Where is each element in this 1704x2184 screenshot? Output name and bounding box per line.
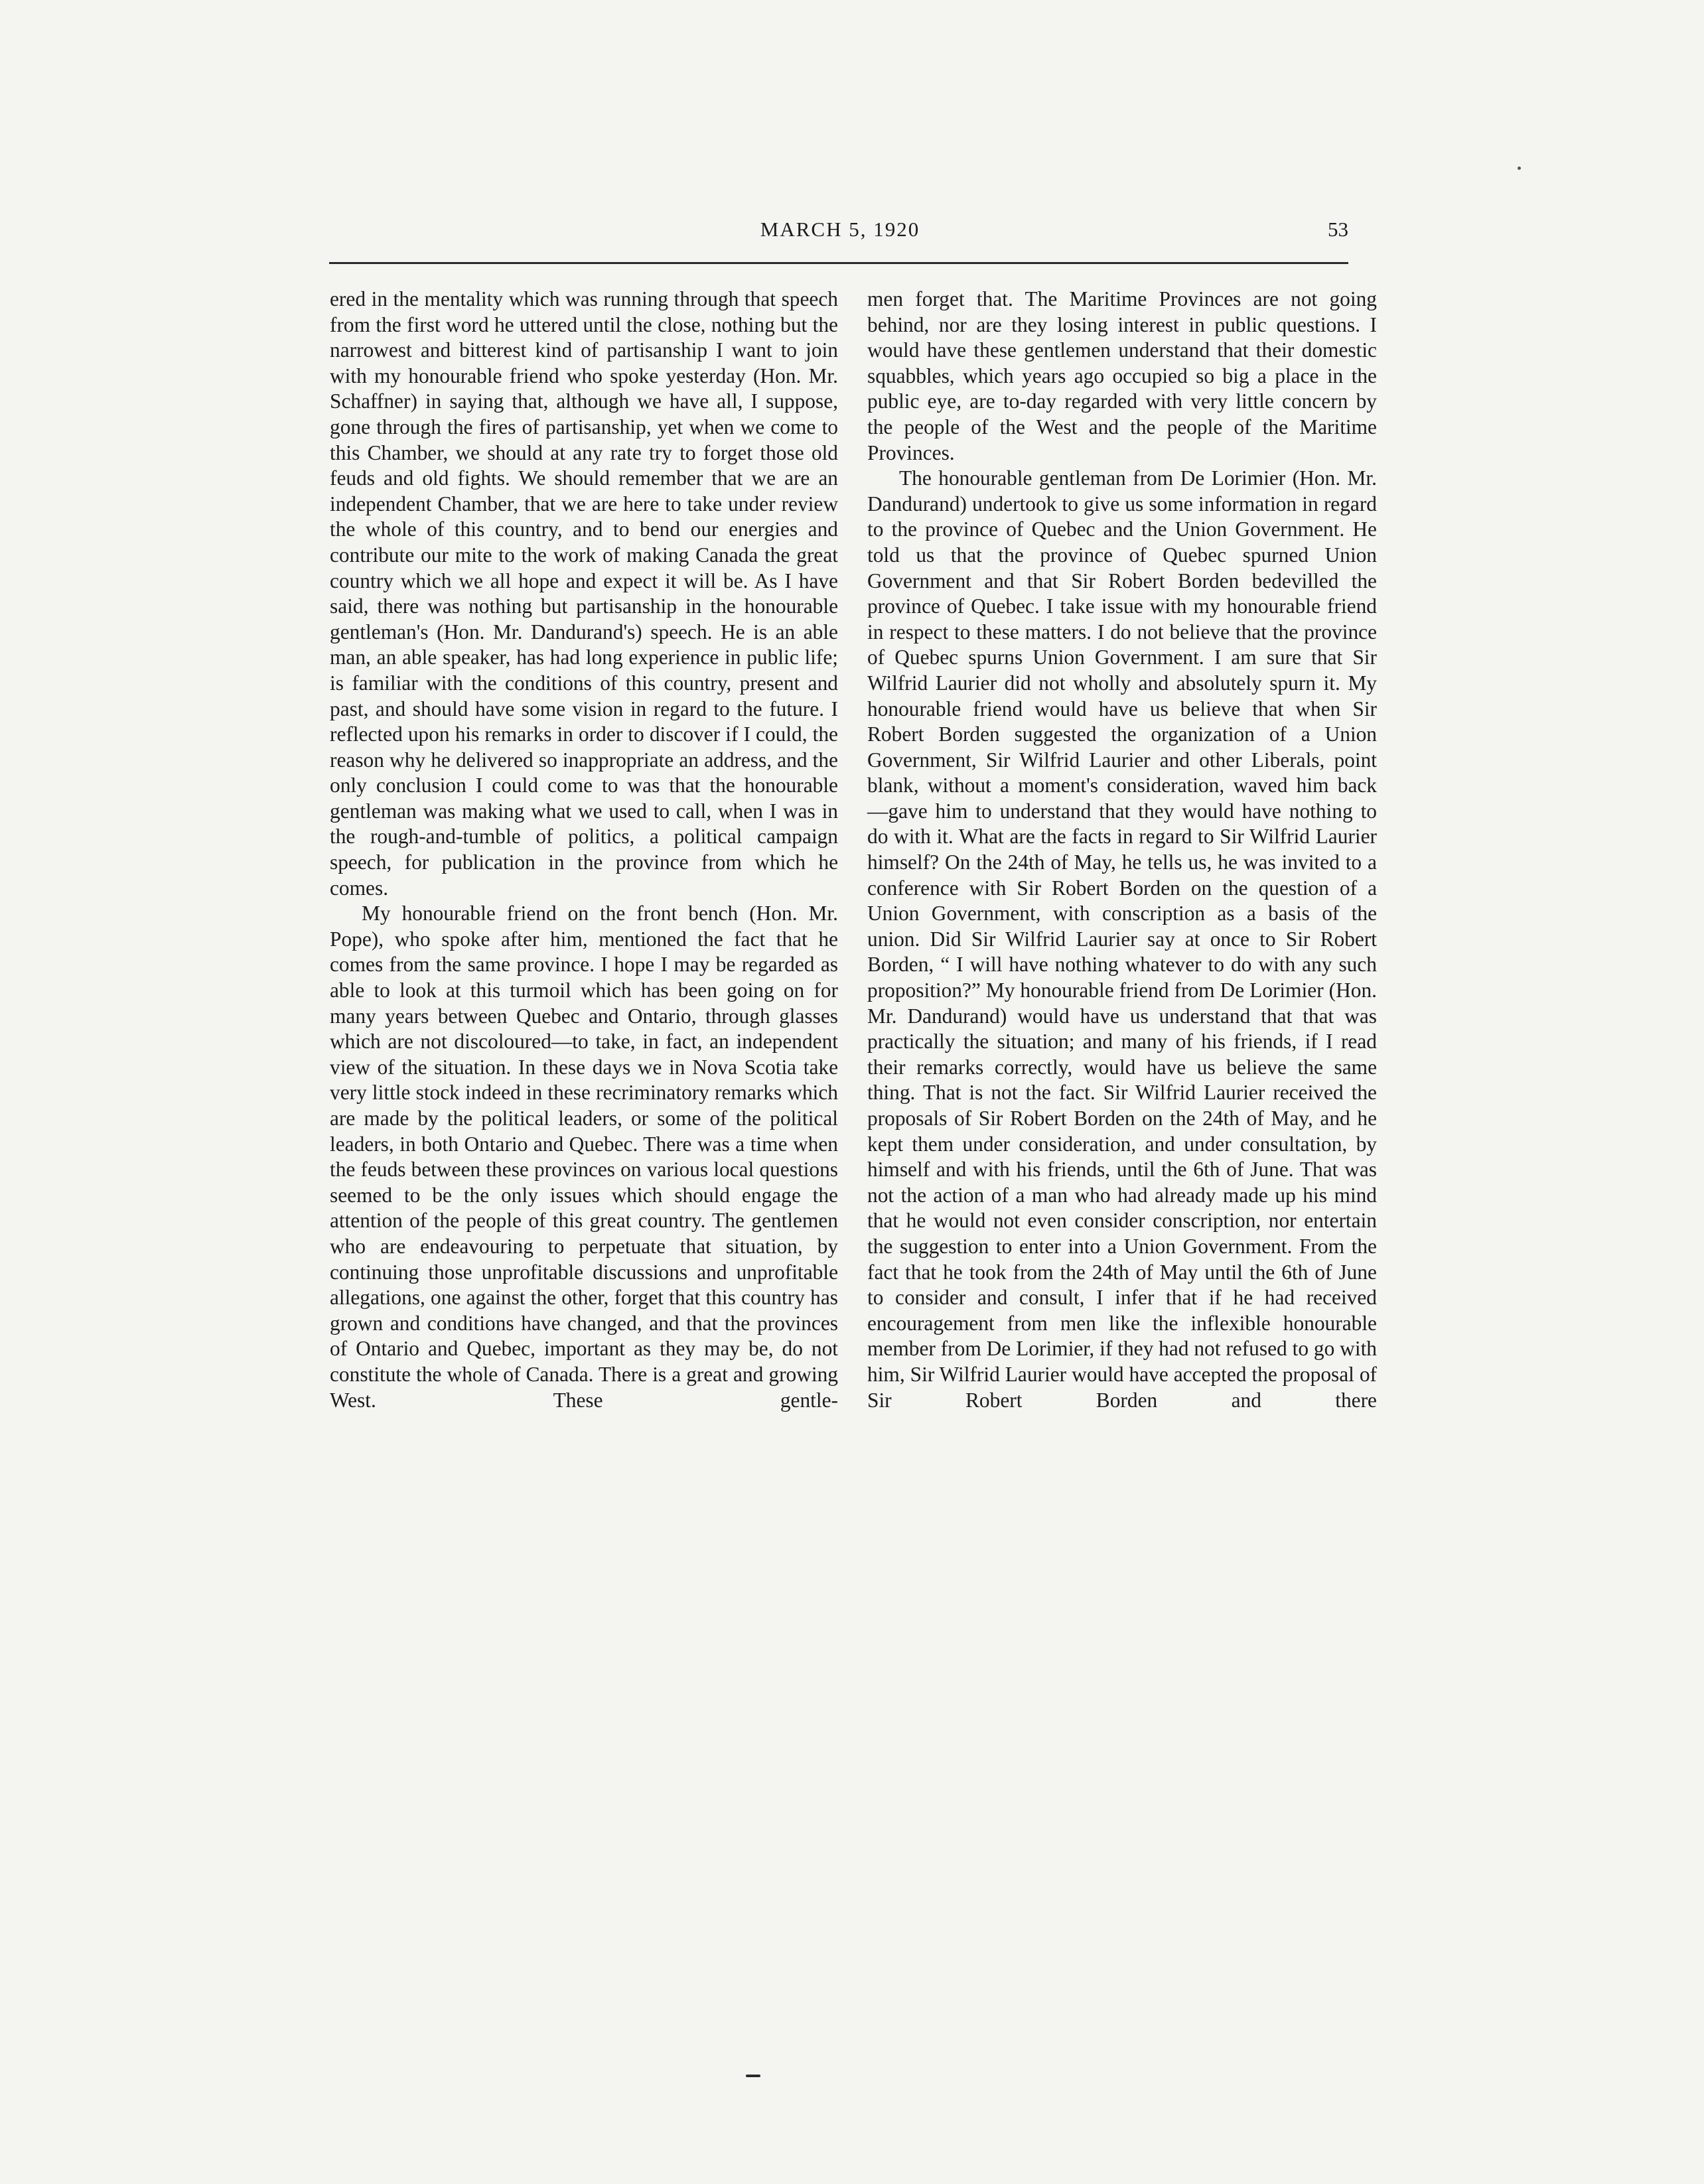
footer-mark	[746, 2075, 760, 2077]
running-head: MARCH 5, 1920	[760, 218, 920, 241]
right-paragraph-2: The honourable gentleman from De Lorimier (Hon. Mr. Dandurand) undertook to give us some information in regard to the province of Quebec and the Union Government. He told us that the province of Quebec spurned Union Government and that Sir Robert Borden bedevilled the province of Quebec. I take issue with my honourable friend in respect to these matters. I do not believe that the province of Quebec spurns Union Government. I am sure that Sir Wilfrid Laurier did not wholly and absolutely spurn it. My honourable friend would have us believe that when Sir Robert Borden suggested the organization of a Union Government, Sir Wilfrid Laurier and other Liberals, point blank, without a moment's consideration, waved him back —gave him to understand that they would have nothing to do with it. What are the facts in regard to Sir Wilfrid Laurier himself? On the 24th of May, he tells us, he was invited to a conference with Sir Robert Borden on the question of a Union Government, with conscription as a basis of the union. Did Sir Wilfrid Laurier say at once to Sir Robert Borden, “ I will have nothing whatever to do with any such proposition?” My honourable friend from De Lorimier (Hon. Mr. Dandurand) would have us understand that that was practically the situation; and many of his friends, if I read their remarks correctly, would have us believe the same thing. That is not the fact. Sir Wilfrid Laurier received the proposals of Sir Robert Borden on the 24th of May, and he kept them under consideration, and under consultation, by himself and with his friends, until the 6th of June. That was not the action of a man who had already made up his mind that he would not even consider conscription, nor entertain the suggestion to enter into a Union Government. From the fact that he took from the 24th of May until the 6th of June to consider and consult, I infer that if he had received encouragement from men like the inflexible honourable member from De Lorimier, if they had not refused to go with him, Sir Wilfrid Laurier would have accepted the proposal of Sir Robert Borden and there	[867, 466, 1377, 1412]
right-paragraph-1: men forget that. The Maritime Provinces are not going behind, nor are they losing interest in public questions. I would have these gentlemen understand that their domestic squabbles, which years ago occupied so big a place in the public eye, are to-day regarded with very little concern by the people of the West and the people of the Maritime Provinces.	[867, 287, 1377, 464]
header-rule	[329, 262, 1348, 264]
left-column	[330, 287, 838, 1413]
page-number: 53	[1328, 218, 1348, 241]
right-column	[867, 287, 1377, 1413]
page-speck	[1518, 167, 1521, 170]
page-header	[332, 214, 1348, 253]
left-paragraph-1: ered in the mentality which was running through that speech from the first word he uttered until the close, nothing but the narrowest and bitterest kind of partisanship I want to join with my honourable friend who spoke yesterday (Hon. Mr. Schaffner) in saying that, although we have all, I suppose, gone through the fires of partisanship, yet when we come to this Chamber, we should at any rate try to forget those old feuds and old fights. We should remember that we are an independent Chamber, that we are here to take under review the whole of this country, and to bend our energies and contribute our mite to the work of making Canada the great country which we all hope and expect it will be. As I have said, there was nothing but partisanship in the honourable gentleman's (Hon. Mr. Dandurand's) speech. He is an able man, an able speaker, has had long experience in public life; is familiar with the conditions of this country, present and past, and should have some vision in regard to the future. I reflected upon his remarks in order to discover if I could, the reason why he delivered so inappropriate an address, and the only conclusion I could come to was that the honourable gentleman was making what we used to call, when I was in the rough-and-tumble of politics, a political campaign speech, for publication in the province from which he comes.	[330, 287, 838, 900]
left-paragraph-2: My honourable friend on the front bench (Hon. Mr. Pope), who spoke after him, mentioned the fact that he comes from the same province. I hope I may be regarded as able to look at this turmoil which has been going on for many years between Quebec and Ontario, through glasses which are not discoloured—to take, in fact, an independent view of the situation. In these days we in Nova Scotia take very little stock indeed in these recriminatory remarks which are made by the political leaders, or some of the political leaders, in both Ontario and Quebec. There was a time when the feuds between these provinces on various local questions seemed to be the only issues which should engage the attention of the people of this great country. The gentlemen who are endeavouring to perpetuate that situation, by continuing those unprofitable discussions and unprofitable allegations, one against the other, forget that this country has grown and conditions have changed, and that the provinces of Ontario and Quebec, important as they may be, do not constitute the whole of Canada. There is a great and growing West. These gentle-	[330, 902, 838, 1412]
